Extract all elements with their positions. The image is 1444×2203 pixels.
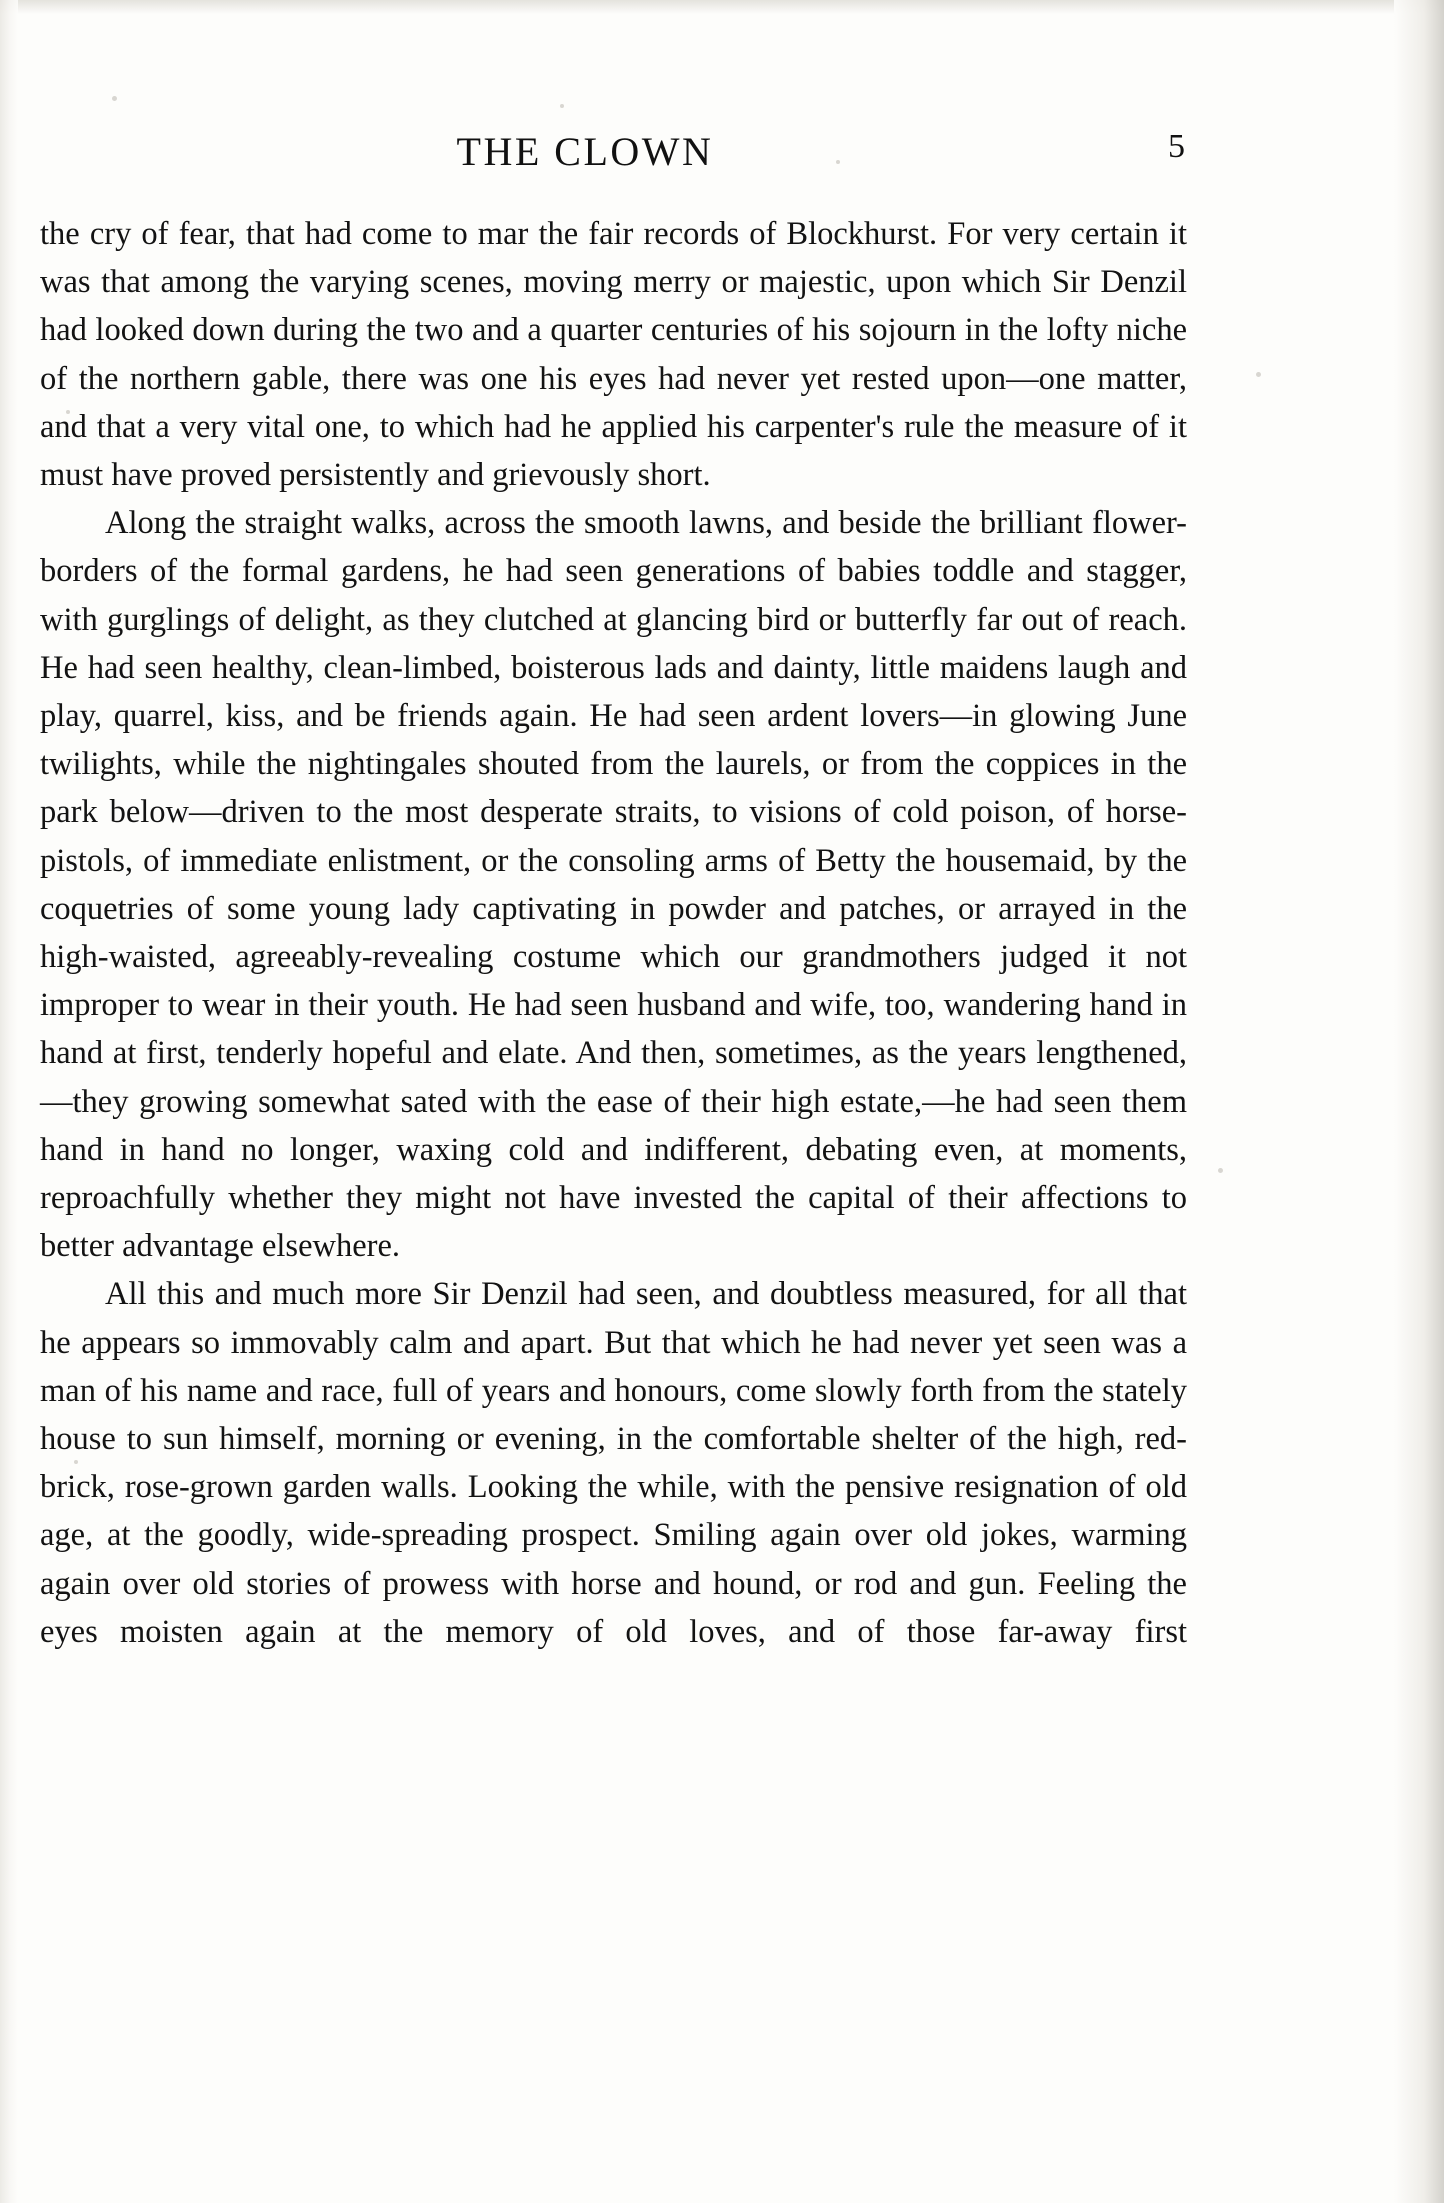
page-title: THE CLOWN: [456, 129, 714, 174]
scan-edge-left: [0, 0, 18, 2203]
paragraph: All this and much more Sir Denzil had seen, and doubtless measured, for all that he appears so immovably calm and apart. But that which he had never yet seen was a man of his name and race, full of years and honours, come slowly forth from the stately house to sun himself, morning or evening, in the comfortable shelter of the high, red-brick, rose-grown garden walls. Looking the while, with the pensive resignation of old age, at the goodly, wide-spreading prospect. Smiling again over old jokes, warming again over old stories of prowess with horse and hound, or rod and gun. Feeling the eyes moisten again at the memory of old loves, and of those far-away first: [40, 1276, 1187, 1650]
paragraph: the cry of fear, that had come to mar the fair records of Blockhurst. For very certain it was that among the varying scenes, moving merry or majestic, upon which Sir Denzil had looked down during the two and a quarter centuries of his sojourn in the lofty niche of the northern gable, there was one his eyes had never yet rested upon—one matter, and that a very vital one, to which had he applied his carpenter's rule the measure of it must have proved persistently and grievously short.: [40, 216, 1187, 494]
page-number: 5: [1168, 128, 1185, 165]
page-content: [40, 0, 1370, 2203]
paragraph: Along the straight walks, across the smooth lawns, and beside the brilliant flower-borders of the formal gardens, he had seen generations of babies toddle and stagger, with gurglings of delight, as they clutched at glancing bird or butterfly far out of reach. He had seen healthy, clean-limbed, boisterous lads and dainty, little maidens laugh and play, quarrel, kiss, and be friends again. He had seen ardent lovers—in glowing June twilights, while the nightingales shouted from the laurels, or from the coppices in the park below—driven to the most desperate straits, to visions of cold poison, of horse-pistols, of immediate enlistment, or the consoling arms of Betty the housemaid, by the coquetries of some young lady captivating in powder and patches, or arrayed in the high-waisted, agreeably-revealing costume which our grandmothers judged it not improper to wear in their youth. He had seen husband and wife, too, wandering hand in hand at first, tenderly hopeful and elate. And then, sometimes, as the years lengthened,—they growing somewhat sated with the ease of their high estate,—he had seen them hand in hand no longer, waxing cold and indifferent, debating even, at moments, reproachfully whether they might not have invested the capital of their affections to better advantage elsewhere.: [40, 505, 1187, 1265]
scan-edge-right: [1394, 0, 1444, 2203]
body-text: [40, 210, 1187, 1656]
